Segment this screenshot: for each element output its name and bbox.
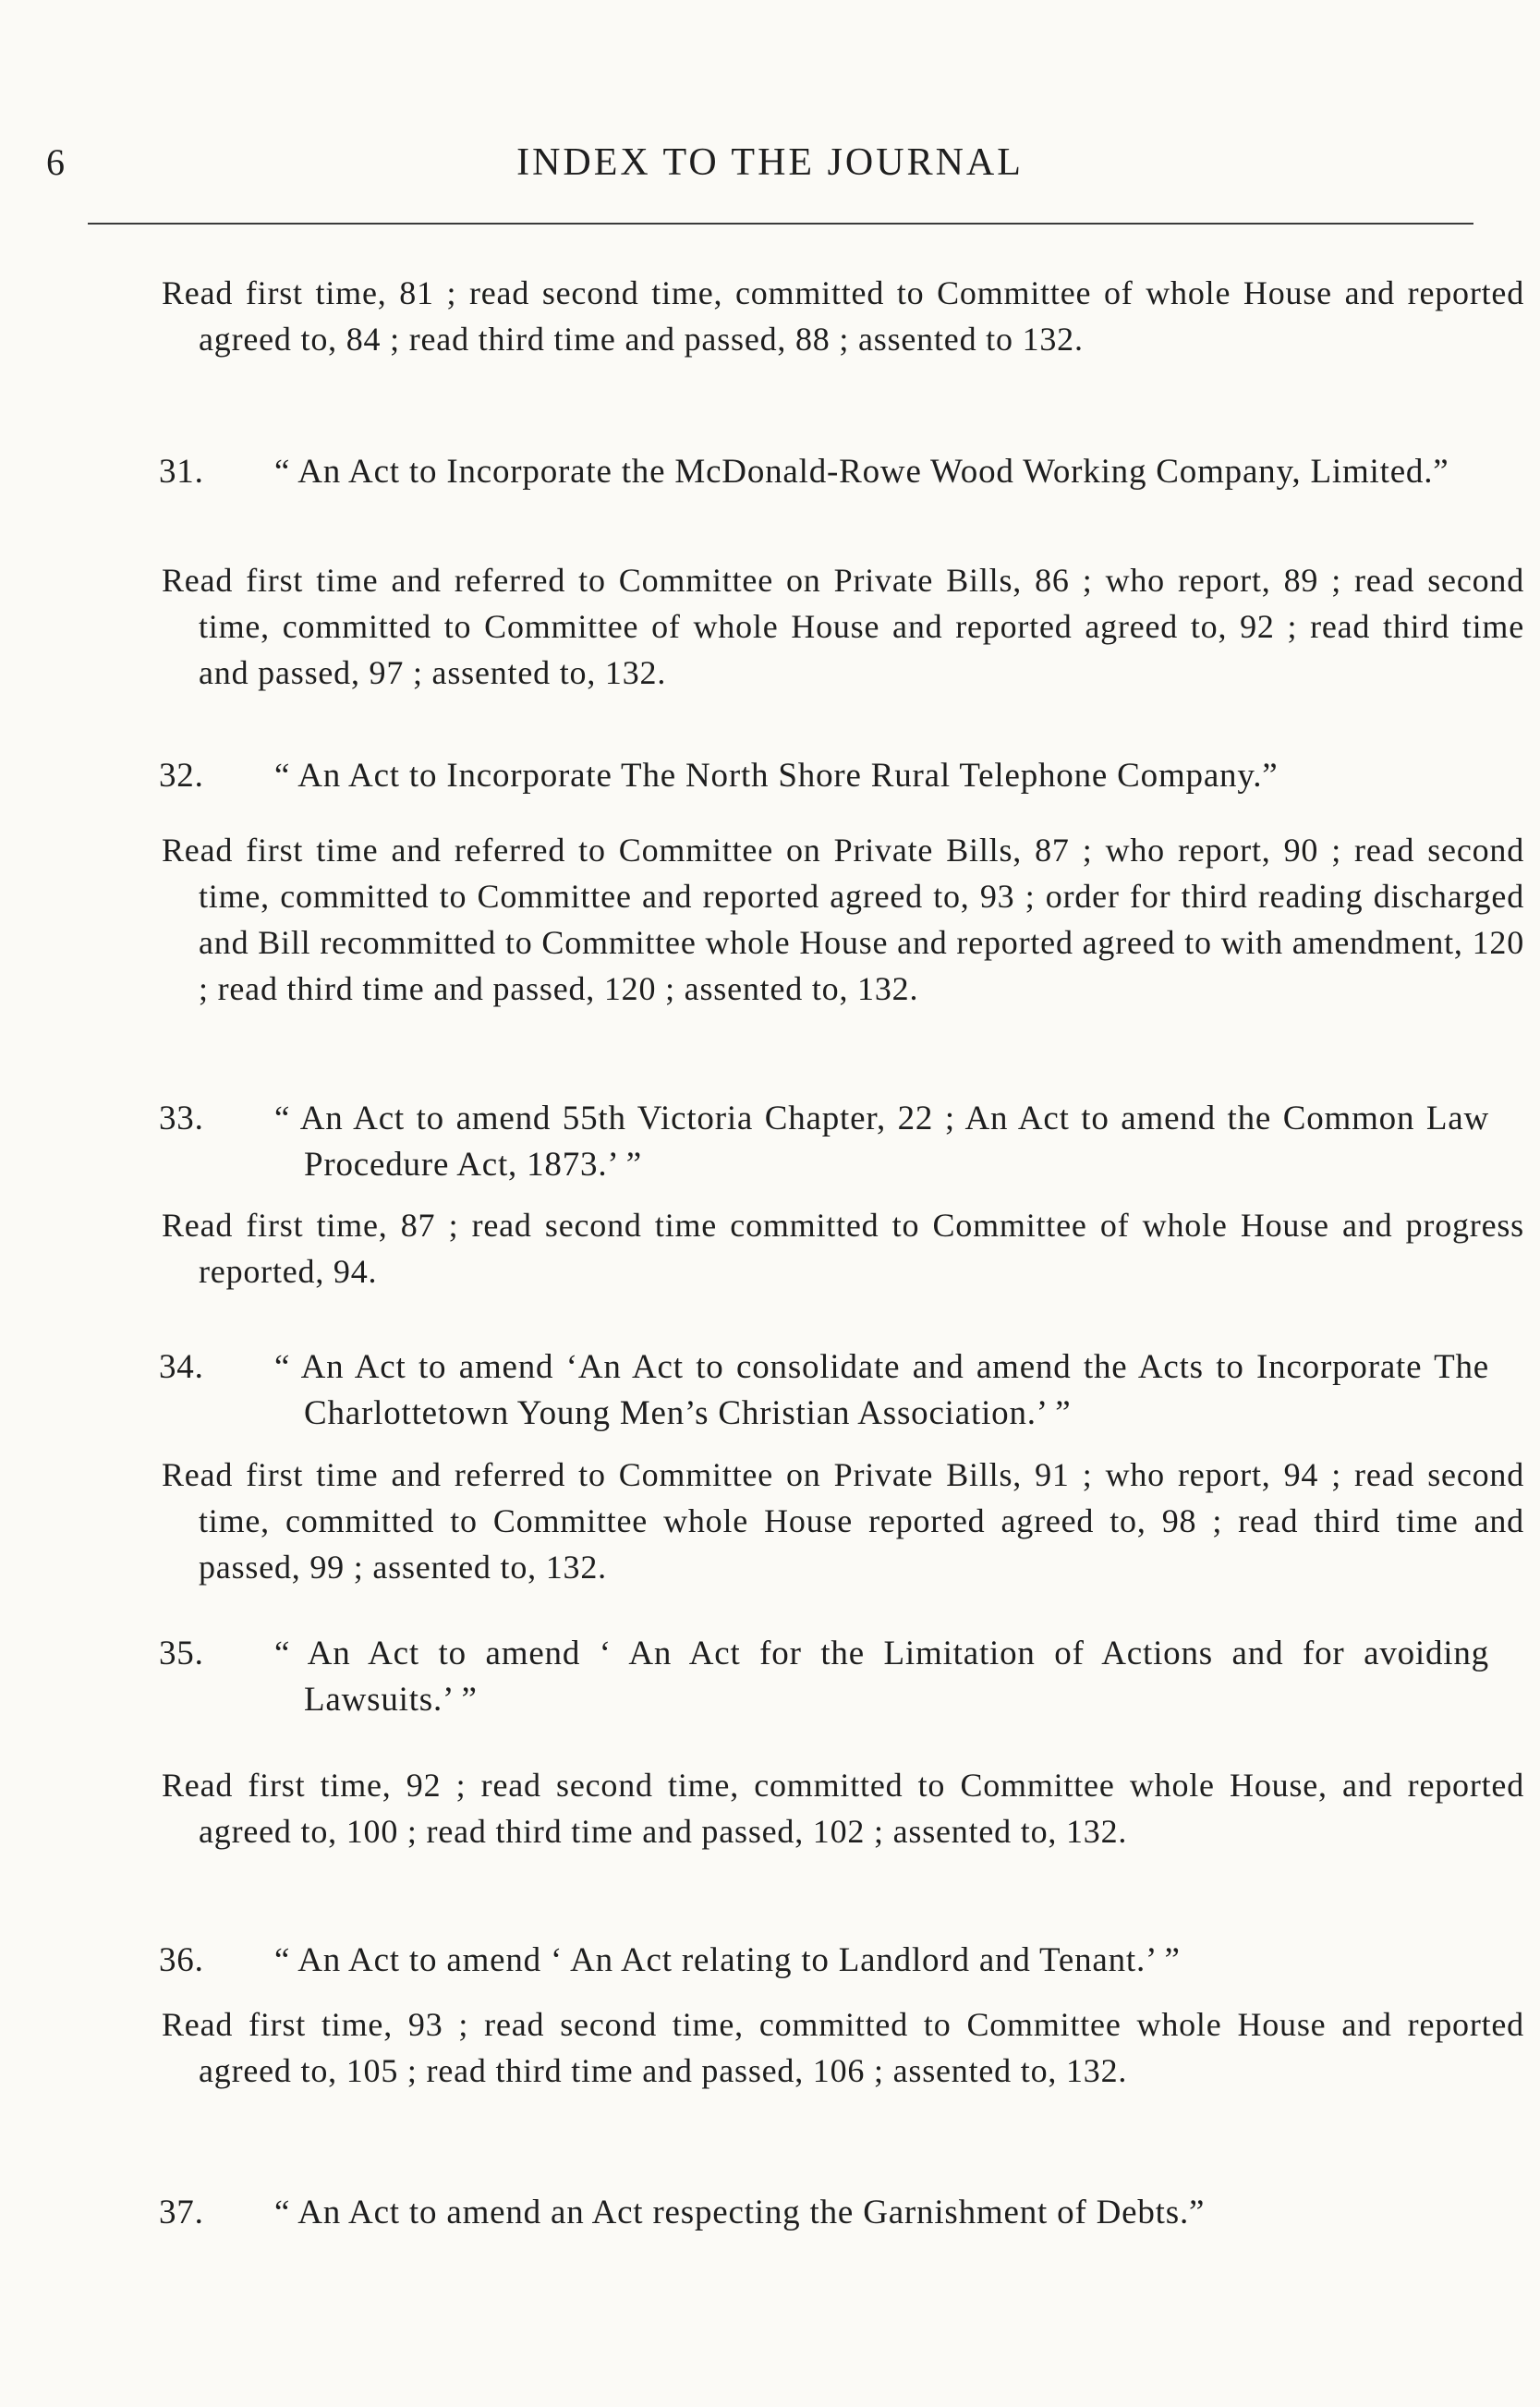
bill-number: 37.: [159, 2194, 204, 2231]
bill-title-text: “ An Act to amend 55th Victoria Chapter, 22 ; An Act to amend the Common Law Procedure Act, 1873.’ ”: [274, 1100, 1489, 1184]
bill-title-text: “ An Act to amend ‘ An Act for the Limitation of Actions and for avoiding Lawsuits.’ ”: [274, 1635, 1489, 1719]
bill-title-text: “ An Act to Incorporate The North Shore Rural Telephone Company.”: [274, 757, 1279, 795]
header-rule: [88, 223, 1473, 225]
bill-number: 35.: [159, 1635, 204, 1672]
running-head: INDEX TO THE JOURNAL: [516, 141, 1024, 184]
bill-entry-title: [159, 1096, 1489, 1188]
bill-proceedings: Read first time, 87 ; read second time committed to Committee of whole House and progress reported, 94.: [162, 1207, 1524, 1290]
bill-proceedings: Read first time, 92 ; read second time, committed to Committee whole House, and reported agreed to, 100 ; read third time and passed, 102 ; assented to, 132.: [162, 1767, 1524, 1850]
bill-number: 33.: [159, 1100, 204, 1137]
bill-entry-title: [159, 2190, 1489, 2236]
continued-proceedings: Read first time, 81 ; read second time, committed to Committee of whole House and reported agreed to, 84 ; read third time and passed, 88 ; assented to 132.: [162, 274, 1524, 358]
bill-number: 34.: [159, 1348, 204, 1386]
bill-number: 36.: [159, 1941, 204, 1979]
bill-entry-title: [159, 449, 1489, 495]
bill-title-text: “ An Act to Incorporate the McDonald-Rowe Wood Working Company, Limited.”: [274, 453, 1449, 491]
bill-proceedings: Read first time and referred to Committee on Private Bills, 91 ; who report, 94 ; read second time, committed to Committee whole House reported agreed to, 98 ; read third time and passed, 99 ; assented to, 132.: [162, 1456, 1524, 1586]
page-number: 6: [46, 141, 66, 183]
bill-number: 31.: [159, 453, 204, 491]
bill-title-text: “ An Act to amend an Act respecting the Garnishment of Debts.”: [274, 2194, 1206, 2231]
bill-proceedings: Read first time and referred to Committee on Private Bills, 86 ; who report, 89 ; read second time, committed to Committee of whole House and reported agreed to, 92 ; read third time and passed, 97 ; assented to, 132.: [162, 562, 1524, 691]
bill-entry-title: [159, 1938, 1489, 1984]
bill-title-text: “ An Act to amend ‘ An Act relating to Landlord and Tenant.’ ”: [274, 1941, 1181, 1979]
bill-proceedings: Read first time, 93 ; read second time, committed to Committee whole House and reported agreed to, 105 ; read third time and passed, 106 ; assented to, 132.: [162, 2006, 1524, 2089]
bill-entry-title: [159, 753, 1489, 799]
bill-proceedings: Read first time and referred to Committee on Private Bills, 87 ; who report, 90 ; read second time, committed to Committee and reported agreed to, 93 ; order for third reading discharged and Bill recommitted to Committee whole House and reported agreed to with amendment, 120 ; read third time and passed, 120 ; assented to, 132.: [162, 832, 1524, 1007]
bill-title-text: “ An Act to amend ‘An Act to consolidate and amend the Acts to Incorporate The Charlottetown Young Men’s Christian Association.’ ”: [274, 1348, 1489, 1432]
bill-number: 32.: [159, 757, 204, 795]
bill-entry-title: [159, 1631, 1489, 1723]
bill-entry-title: [159, 1344, 1489, 1437]
